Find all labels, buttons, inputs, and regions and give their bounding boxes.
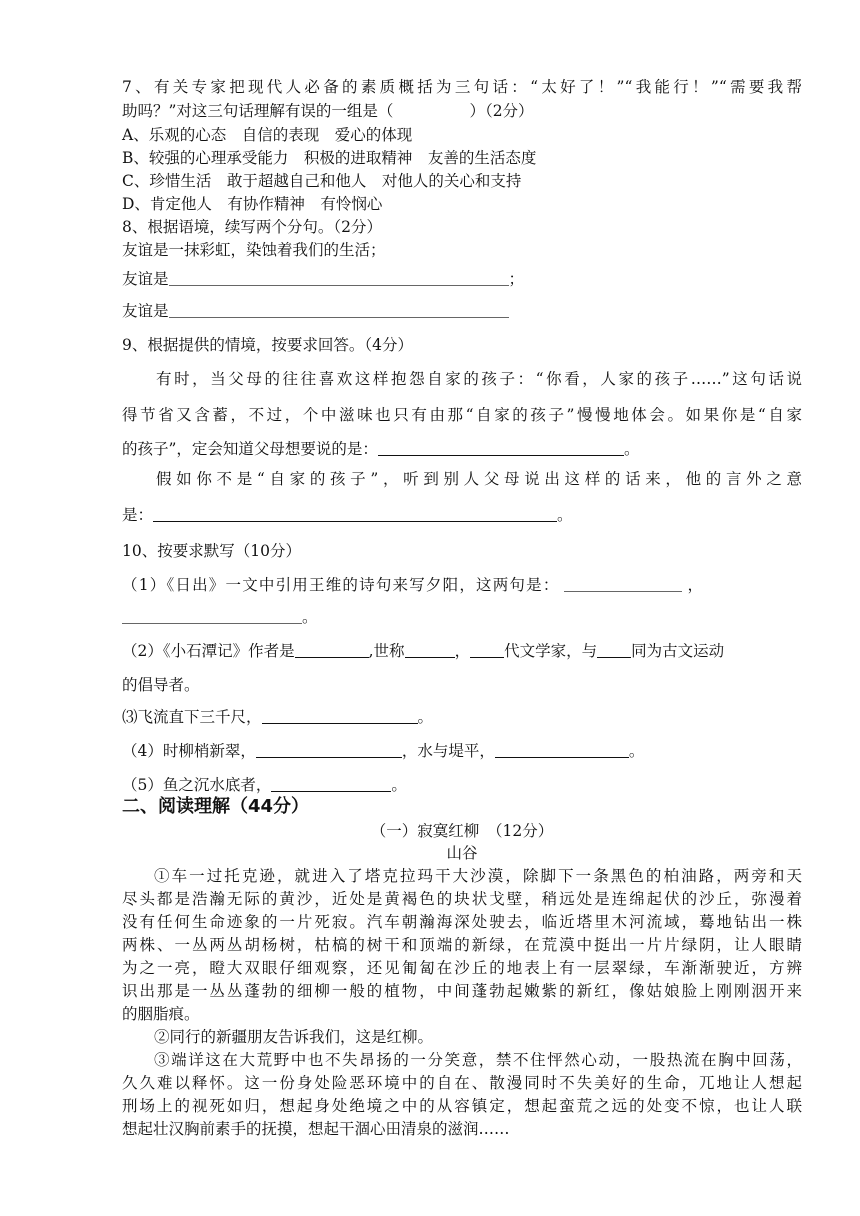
q7-stem: 助吗？”对这三句话理解有误的一组是（ [122,102,394,120]
q9-p2-line1: 假如你不是“自家的孩子”，听到别人父母说出这样的话来，他的言外之意 [156,470,802,488]
q9-p1-line3-end: 。 [623,440,640,458]
section2-heading: 二、阅读理解（44分） [122,796,310,817]
q8-blank1-suffix: ； [508,270,525,288]
q10-s1-blank1[interactable] [564,575,682,592]
q9-p1-line2: 得节省又含蓄，不过，个中滋味也只有由那“自家的孩子”慢慢地体会。如果你是“自家 [122,406,802,424]
q9-p1-line3-text: 的孩子”，定会知道父母想要说的是： [122,440,378,458]
article-author: 山谷 [446,844,478,862]
q10-s2-blank-dynasty[interactable] [470,641,504,658]
q10-s1-line1 [122,574,802,596]
q10-s4-text-a: （4）时柳梢新翠， [122,742,256,760]
q10-s3-line [122,706,433,728]
q10-s4-blank1[interactable] [256,741,402,758]
q10-s4-line [122,740,644,762]
q7-points: ）（2分） [469,102,534,120]
q10-s2-blank-author[interactable] [295,641,369,658]
q9-answer2-input[interactable] [153,505,557,522]
para2: ②同行的新疆朋友告诉我们，这是红柳。 [154,1028,434,1046]
q8-given: 友谊是一抹彩虹，染蚀着我们的生活； [122,241,386,259]
para1-line5: 为之一亮，瞪大双眼仔细观察，还见匍匐在沙丘的地表上有一层翠绿，车渐渐驶近，方辨 [122,959,802,977]
q10-s1-text: （1）《日出》一文中引用王维的诗句来写夕阳，这两句是： [122,576,560,594]
para1-line3: 没有任何生命迹象的一片死寂。汽车朝瀚海深处驶去，临近塔里木河流域，蓦地钻出一株 [122,913,802,931]
q9-p2-line2-end: 。 [557,506,573,524]
q8-blank1-line [122,268,524,290]
para1-line2: 尽头都是浩瀚无际的黄沙，近处是黄褐色的块状戈壁，稍远处是连绵起伏的沙丘，弥漫着 [122,890,802,908]
q9-p2-line2 [122,504,573,526]
q10-s5-text: （5）鱼之沉水底者， [122,776,272,794]
q8-blank1-prefix: 友谊是 [122,270,169,288]
q7-option-c: C、珍惜生活 敢于超越自己和他人 对他人的关心和支持 [122,172,522,190]
article-title: （一）寂寞红柳 （12分） [370,822,554,840]
q9-answer1-input[interactable] [378,439,624,456]
para3-line4: 想起壮汉胸前素手的抚摸，想起干涸心田清泉的滋润…… [122,1120,510,1138]
q10-s2-blank-title[interactable] [405,641,455,658]
q9-p2-line2-text: 是： [122,506,154,524]
q10-s2-text-a: （2）《小石潭记》作者是 [122,642,295,660]
q10-s5-end: 。 [391,776,407,794]
q10-s2-text-c: ， [454,642,471,660]
q10-title: 10、按要求默写（10分） [122,542,301,560]
q10-s4-end: 。 [628,742,645,760]
q10-s1-end: 。 [302,608,318,626]
para1-line4: 两株、一丛两丛胡杨树，枯槁的树干和顶端的新绿，在荒漠中挺出一片片绿阴，让人眼睛 [122,936,802,954]
q10-s3-blank[interactable] [262,707,418,724]
q10-s2-line1 [122,640,724,662]
q7-option-d: D、肯定他人 有协作精神 有怜悯心 [122,195,383,213]
para1-line1: ①车一过托克逊，就进入了塔克拉玛干大沙漠，除脚下一条黑色的柏油路，两旁和天 [154,867,802,885]
q10-s3-text: ⑶飞流直下三千尺， [122,708,262,726]
q10-s5-blank[interactable] [271,775,391,792]
para3-line3: 刑场上的视死如归，想起身处绝境之中的从容镇定，想起蛮荒之远的处变不惊，也让人联 [122,1097,802,1115]
q10-s3-end: 。 [417,708,434,726]
q10-s4-text-b: ，水与堤平， [401,742,495,760]
q7-line2 [122,100,534,122]
q9-p1-line1: 有时，当父母的往往喜欢这样抱怨自家的孩子：“你看，人家的孩子……”这句话说 [156,370,802,388]
q8-blank2-line [122,300,509,322]
q10-s2-text-b: ,世称 [368,642,405,660]
q10-s1-comma: ， [687,576,704,594]
q7-option-a: A、乐观的心态 自信的表现 爱心的体现 [122,126,413,144]
q7-line1: 7、有关专家把现代人必备的素质概括为三句话：“太好了！”“我能行！”“需要我帮 [122,78,802,96]
q10-s2-text-e: 同为古文运动 [631,642,725,660]
para1-line6: 识出那是一丛丛蓬勃的细柳一般的植物，中间蓬勃起嫩紫的新红，像姑娘脸上刚刚洇开来 [122,982,802,1000]
q10-s2-blank-peer[interactable] [597,641,631,658]
q7-option-b: B、较强的心理承受能力 积极的进取精神 友善的生活态度 [122,149,537,167]
para3-line1: ③端详这在大荒野中也不失昂扬的一分笑意，禁不住怦然心动，一股热流在胸中回荡， [154,1051,802,1069]
q9-title: 9、根据提供的情境，按要求回答。（4分） [122,336,413,354]
q8-title: 8、根据语境，续写两个分句。（2分） [122,218,382,236]
q10-s1-blank2[interactable] [122,607,302,624]
q10-s2-text-d: 代文学家，与 [504,642,598,660]
q8-blank2-input[interactable] [169,301,509,318]
q8-blank2-prefix: 友谊是 [122,302,169,320]
para3-line2: 久久难以释怀。这一份身处险恶环境中的自在、散漫同时不失美好的生命，兀地让人想起 [122,1074,802,1092]
q10-s4-blank2[interactable] [495,741,629,758]
q9-p1-line3 [122,438,639,460]
q10-s2-line2: 的倡导者。 [122,676,200,694]
q10-s1-line2 [122,606,318,628]
para1-line7: 的胭脂痕。 [122,1005,200,1023]
q8-blank1-input[interactable] [169,269,509,286]
q10-s5-line [122,774,407,796]
